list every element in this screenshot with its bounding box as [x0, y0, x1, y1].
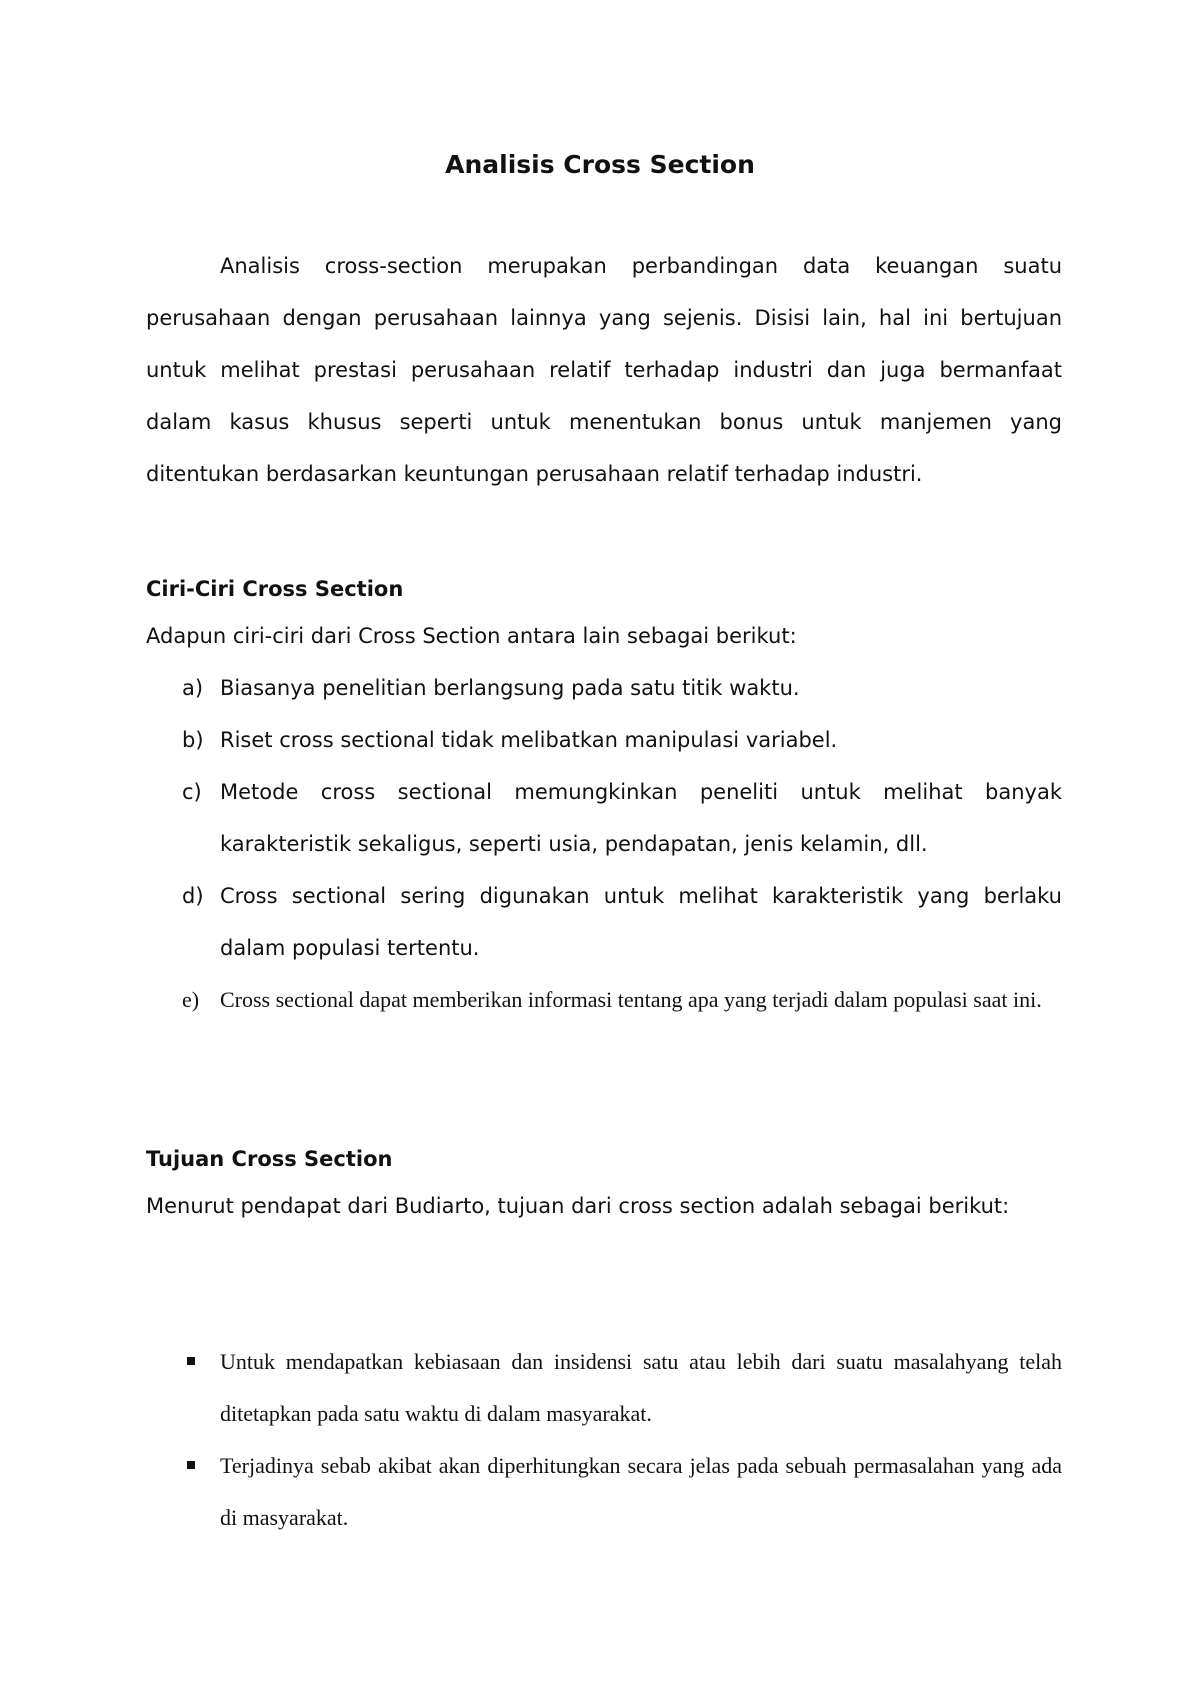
list-item	[146, 1336, 1062, 1440]
intro-paragraph: Analisis cross-section merupakan perbandingan data keuangan suatu perusahaan dengan perusahaan lainnya yang sejenis. Disisi lain, hal ini bertujuan untuk melihat prestasi perusahaan relatif terhadap industri dan juga bermanfaat dalam kasus khusus seperti untuk menentukan bonus untuk manjemen yang ditentukan berdasarkan keuntungan perusahaan relatif terhadap industri.	[146, 254, 1062, 486]
list-item-text: Metode cross sectional memungkinkan peneliti untuk melihat banyak karakteristik sekaligus, seperti usia, pendapatan, jenis kelamin, dll.	[220, 780, 1062, 856]
list-item-text: Terjadinya sebab akibat akan diperhitungkan secara jelas pada sebuah permasalahan yang ada di masyarakat.	[220, 1453, 1062, 1530]
ciri-list	[146, 662, 1062, 1026]
section-heading-ciri: Ciri-Ciri Cross Section	[146, 577, 404, 601]
list-item	[146, 766, 1062, 870]
list-marker: b)	[182, 728, 204, 752]
list-item-text: Cross sectional sering digunakan untuk melihat karakteristik yang berlaku dalam populasi tertentu.	[220, 884, 1062, 960]
list-marker: a)	[182, 676, 204, 700]
list-item	[146, 974, 1062, 1026]
section-heading-tujuan: Tujuan Cross Section	[146, 1147, 393, 1171]
list-marker: d)	[182, 884, 204, 908]
tujuan-list	[146, 1336, 1062, 1544]
list-item	[146, 714, 1062, 766]
list-item-text: Riset cross sectional tidak melibatkan manipulasi variabel.	[220, 728, 838, 752]
square-bullet-icon	[187, 1461, 195, 1469]
page-title: Analisis Cross Section	[445, 150, 755, 179]
section-lead-tujuan: Menurut pendapat dari Budiarto, tujuan dari cross section adalah sebagai berikut:	[146, 1194, 1010, 1218]
list-item	[146, 1440, 1062, 1544]
list-marker: c)	[182, 780, 202, 804]
list-item-text: Cross sectional dapat memberikan informasi tentang apa yang terjadi dalam populasi saat ini.	[220, 987, 1042, 1012]
list-item-text: Untuk mendapatkan kebiasaan dan insidensi satu atau lebih dari suatu masalahyang telah ditetapkan pada satu waktu di dalam masyarakat.	[220, 1349, 1062, 1426]
section-lead-ciri: Adapun ciri-ciri dari Cross Section antara lain sebagai berikut:	[146, 624, 797, 648]
list-item-text: Biasanya penelitian berlangsung pada satu titik waktu.	[220, 676, 800, 700]
list-marker: e)	[182, 987, 200, 1012]
list-item	[146, 870, 1062, 974]
list-item	[146, 662, 1062, 714]
square-bullet-icon	[187, 1357, 195, 1365]
